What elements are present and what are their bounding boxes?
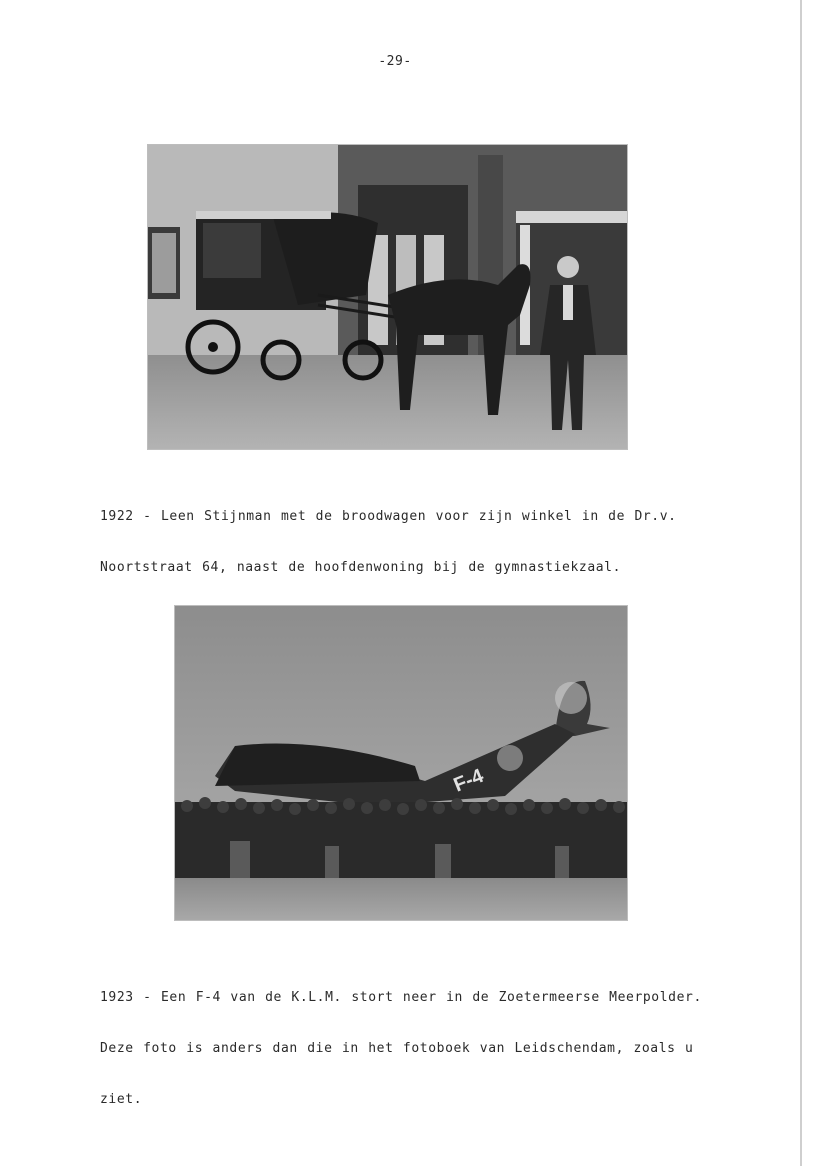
caption-photo-2	[100, 955, 790, 1125]
airplane-illustration	[175, 606, 627, 920]
caption-photo-2-line-1: 1923 - Een F-4 van de K.L.M. stort neer in de Zoetermeerse Meerpolder.	[100, 990, 702, 1005]
caption-photo-2-line-3: ziet.	[100, 1092, 143, 1107]
aircraft-marking: F-4	[450, 764, 487, 797]
caption-photo-1-line-2: Noortstraat 64, naast de hoofdenwoning bij de gymnastiekzaal.	[100, 560, 622, 575]
page-number: -29-	[378, 54, 412, 69]
photo-bread-wagon	[147, 144, 628, 450]
caption-photo-1	[100, 474, 790, 593]
caption-photo-1-line-1: 1922 - Leen Stijnman met de broodwagen voor zijn winkel in de Dr.v.	[100, 509, 677, 524]
bread-wagon-illustration	[148, 145, 627, 449]
page-edge-line	[800, 0, 802, 1166]
photo-crashed-airplane	[174, 605, 628, 921]
caption-photo-2-line-2: Deze foto is anders dan die in het fotoboek van Leidschendam, zoals u	[100, 1041, 694, 1056]
